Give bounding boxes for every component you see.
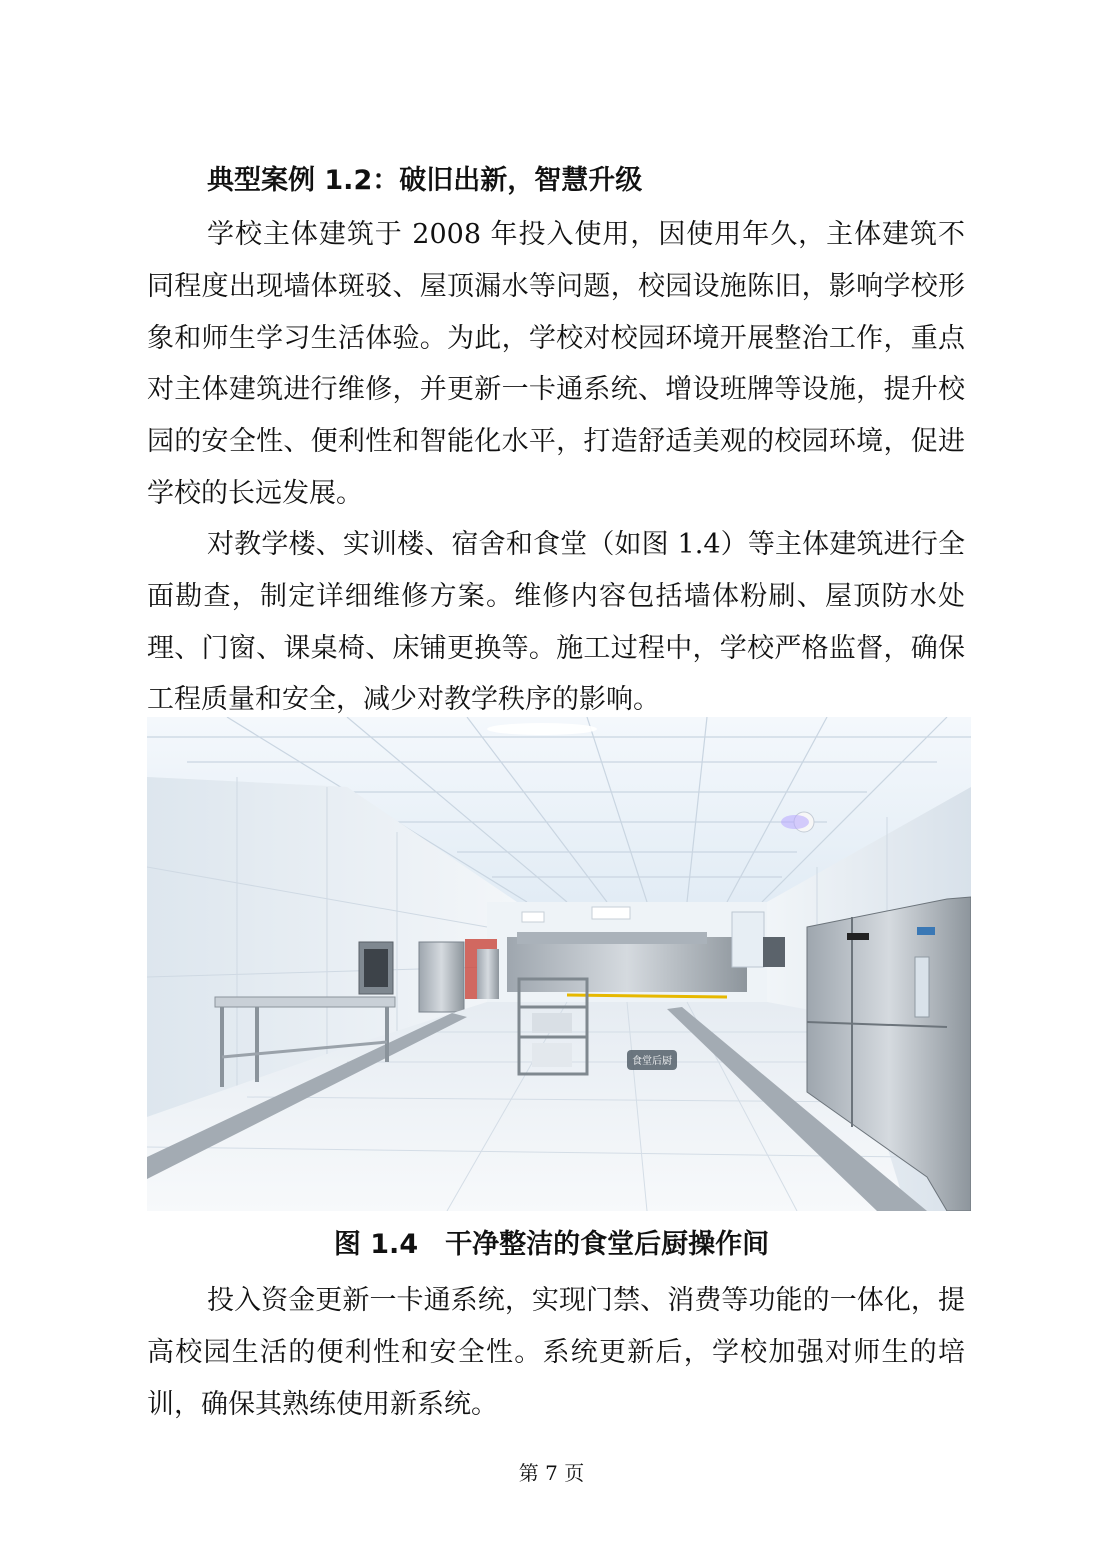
figure-caption: 图 1.4 干净整洁的食堂后厨操作间 — [333, 1229, 770, 1260]
paragraph-intro: 学校主体建筑于 2008 年投入使用，因使用年久，主体建筑不同程度出现墙体斑驳、屋顶漏水等问题，校园设施陈旧，影响学校形象和师生学习生活体验。为此，学校对校园环境开展整治工作，重点对主体建筑进行维修，并更新一卡通系统、增设班牌等设施，提升校园的安全性、便利性和智能化水平，打造舒适美观的校园环境，促进学校的长远发展。 — [147, 219, 965, 509]
page-number: 第 7 页 — [518, 1461, 585, 1485]
paragraph-card-system: 投入资金更新一卡通系统，实现门禁、消费等功能的一体化，提高校园生活的便利性和安全性。系统更新后，学校加强对师生的培训，确保其熟练使用新系统。 — [147, 1285, 965, 1420]
case-title: 典型案例 1.2：破旧出新，智慧升级 — [207, 165, 643, 196]
kitchen-photo — [147, 717, 971, 1211]
paragraph-maintenance: 对教学楼、实训楼、宿舍和食堂（如图 1.4）等主体建筑进行全面勘查，制定详细维修方案。维修内容包括墙体粉刷、屋顶防水处理、门窗、课桌椅、床铺更换等。施工过程中，学校严格监督，确保工程质量和安全，减少对教学秩序的影响。 — [147, 529, 965, 716]
photo-label: 食堂后厨 — [632, 1056, 672, 1067]
